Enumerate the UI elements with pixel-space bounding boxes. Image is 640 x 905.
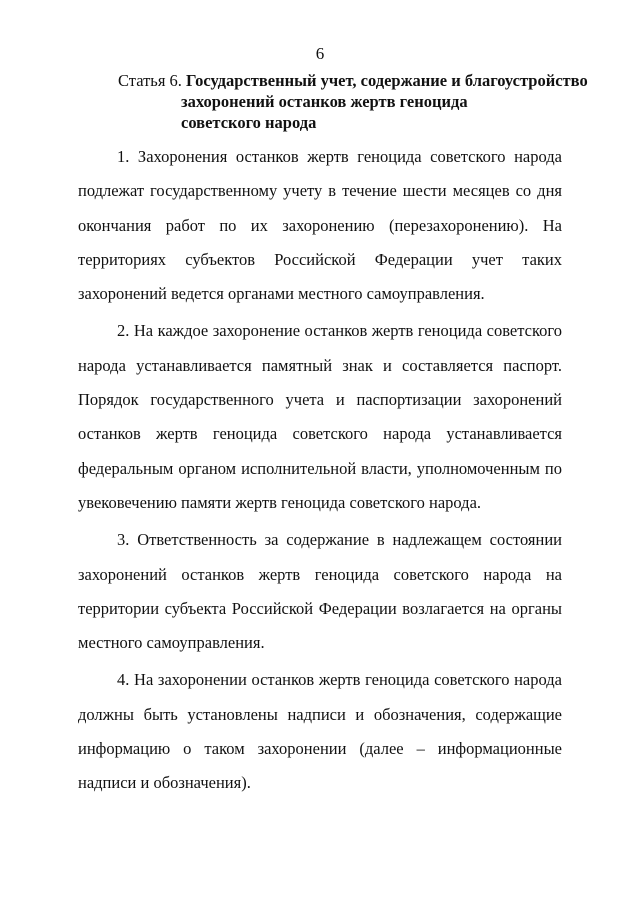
article-title-line-3: советского народа: [181, 113, 317, 132]
page-number: 6: [315, 44, 325, 63]
paragraph-4: 4. На захоронении останков жертв геноцида советского народа должны быть установлены надписи и обозначения, содержащие информацию о таком захоронении (далее – информационные надписи и обозначения).: [78, 670, 562, 793]
paragraph-1: 1. Захоронения останков жертв геноцида советского народа подлежат государственному учету в течение шести месяцев со дня окончания работ по их захоронению (перезахоронению). На территориях субъектов Российской Федерации учет таких захоронений ведется органами местного самоуправления.: [78, 147, 562, 304]
article-heading: [118, 70, 588, 133]
article-label: Статья 6.: [118, 71, 182, 90]
article-body: [78, 140, 562, 804]
paragraph-3: 3. Ответственность за содержание в надлежащем состоянии захоронений останков жертв геноцида советского народа на территории субъекта Российской Федерации возлагается на органы местного самоуправления.: [78, 530, 562, 653]
article-title-line-1: Государственный учет, содержание и благоустройство: [186, 71, 588, 90]
paragraph-2: 2. На каждое захоронение останков жертв геноцида советского народа устанавливается памятный знак и составляется паспорт. Порядок государственного учета и паспортизации захоронений останков жертв геноцида советского народа устанавливается федеральным органом исполнительной власти, уполномоченным по увековечению памяти жертв геноцида советского народа.: [78, 321, 562, 512]
article-title-line-2: захоронений останков жертв геноцида: [181, 92, 468, 111]
